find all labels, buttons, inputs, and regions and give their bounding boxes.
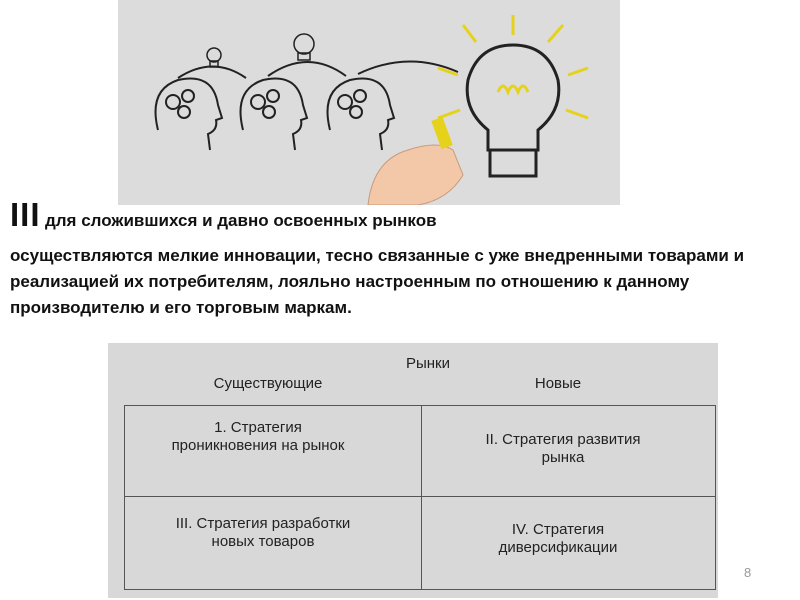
matrix-cell-diversification: IV. Стратегия диверсификации: [498, 521, 618, 556]
arrow-icon: [358, 61, 458, 74]
matrix-cell-product-development: III. Стратегия разработки новых товаров: [175, 515, 351, 550]
ansoff-matrix: [108, 343, 718, 598]
page-number: 8: [744, 565, 752, 580]
column-existing-label: Существующие: [213, 375, 323, 392]
matrix-cell-market-development: II. Стратегия развития рынка: [485, 431, 641, 466]
column-new-label: Новые: [534, 375, 582, 392]
grid-divider-horizontal: [125, 496, 715, 497]
body-paragraph: осуществляются мелкие инновации, тесно связанные с уже внедренными товарами и реализацией их потребителям, лояльно настроенным по отношению к данному производителю и его торговым маркам.: [10, 246, 745, 317]
innovation-illustration: [118, 0, 620, 205]
roman-numeral: III: [10, 196, 41, 233]
arrow-icon: [178, 67, 246, 79]
matrix-title: Рынки: [405, 355, 450, 372]
lightbulb-icon: [438, 15, 588, 176]
heading-text: для сложившихся и давно освоенных рынков: [44, 211, 437, 230]
arrow-icon: [268, 62, 346, 76]
ideas-growth-svg: [118, 0, 620, 205]
grid-divider-vertical: [421, 406, 422, 589]
head-gears-icon: [328, 78, 395, 150]
matrix-cell-penetration: 1. Стратегия проникновения на рынок: [171, 419, 345, 454]
head-gears-icon: [241, 78, 308, 150]
slide-heading: [10, 196, 437, 234]
head-gears-icon: [156, 78, 223, 150]
hand-icon: [368, 117, 463, 205]
